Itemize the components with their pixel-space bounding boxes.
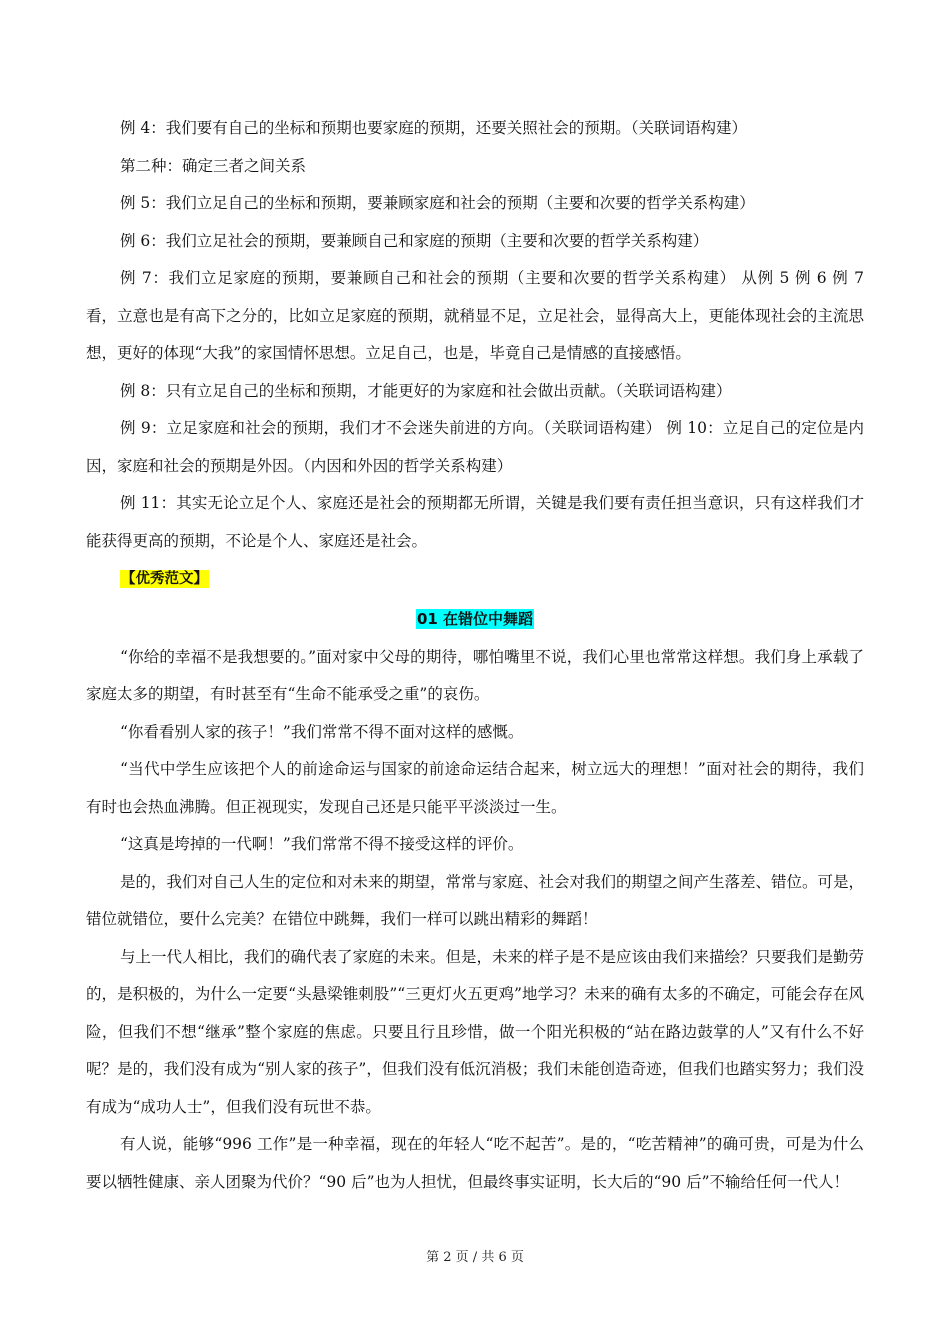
section-label-line	[86, 560, 864, 599]
essay-paragraph: 与上一代人相比，我们的确代表了家庭的未来。但是，未来的样子是不是应该由我们来描绘？只要我们是勤劳的，是积极的，为什么一定要“头悬梁锥刺股”“三更灯火五更鸡”地学习？未来的确有太多的不确定，可能会存在风险，但我们不想“继承”整个家庭的焦虑。只要且行且珍惜，做一个阳光积极的“站在路边鼓掌的人”又有什么不好呢？是的，我们没有成为“别人家的孩子”，但我们没有低沉消极；我们未能创造奇迹，但我们也踏实努力；我们没有成为“成功人士”，但我们没有玩世不恭。	[86, 947, 865, 1116]
second-method-heading: 第二种：确定三者之间关系	[120, 156, 307, 175]
example-11: 例 11：其实无论立足个人、家庭还是社会的预期都无所谓，关键是我们要有责任担当意识，只有这样我们才能获得更高的预期，不论是个人、家庭还是社会。	[86, 494, 864, 550]
page-footer: 第 2 页 / 共 6 页	[426, 1250, 524, 1265]
essay-paragraph: “当代中学生应该把个人的前途命运与国家的前途命运结合起来，树立远大的理想！”面对社会的期待，我们有时也会热血沸腾。但正视现实，发现自己还是只能平平淡淡过一生。	[86, 760, 864, 816]
essay-body	[86, 639, 864, 1202]
essay-paragraph: 是的，我们对自己人生的定位和对未来的期望，常常与家庭、社会对我们的期望之间产生落差、错位。可是，错位就错位，要什么完美？在错位中跳舞，我们一样可以跳出精彩的舞蹈！	[86, 872, 865, 928]
essay-paragraph: “这真是垮掉的一代啊！”我们常常不得不接受这样的评价。	[120, 835, 524, 853]
example-9-10: 例 9：立足家庭和社会的预期，我们才不会迷失前进的方向。（关联词语构建） 例 10：立足自己的定位是内因，家庭和社会的预期是外因。（内因和外因的哲学关系构建）	[86, 419, 864, 475]
essay-title: 01 在错位中舞蹈	[416, 609, 534, 628]
essay-title-line	[86, 599, 864, 639]
example-5: 例 5：我们立足自己的坐标和预期，要兼顾家庭和社会的预期（主要和次要的哲学关系构建）	[120, 194, 755, 212]
example-6: 例 6：我们立足社会的预期，要兼顾自己和家庭的预期（主要和次要的哲学关系构建）	[120, 231, 709, 250]
essay-paragraph: “你看看别人家的孩子！”我们常常不得不面对这样的感慨。	[120, 722, 524, 741]
section-label: 【优秀范文】	[121, 571, 208, 587]
example-8: 例 8：只有立足自己的坐标和预期，才能更好的为家庭和社会做出贡献。（关联词语构建）	[120, 381, 732, 400]
example-4: 例 4：我们要有自己的坐标和预期也要家庭的预期，还要关照社会的预期。（关联词语构建）	[120, 119, 748, 137]
example-7: 例 7：我们立足家庭的预期，要兼顾自己和社会的预期（主要和次要的哲学关系构建） 从例 5 例 6 例 7 看，立意也是有高下之分的，比如立足家庭的预期，就稍显不足，立足社会，显得高大上，更能体现社会的主流思想，更好的体现“大我”的家国情怀思想。立足自己，也是，毕竟自己是情感的直接感悟。	[86, 269, 864, 362]
essay-paragraph: “你给的幸福不是我想要的。”面对家中父母的期待，哪怕嘴里不说，我们心里也常常这样想。我们身上承载了家庭太多的期望，有时甚至有“生命不能承受之重”的哀伤。	[86, 647, 864, 703]
page-content	[86, 110, 864, 1201]
essay-paragraph: 有人说，能够“996 工作”是一种幸福，现在的年轻人“吃不起苦”。是的，“吃苦精神”的确可贵，可是为什么要以牺牲健康、亲人团聚为代价？“90 后”也为人担忧，但最终事实证明，长大后的“90 后”不输给任何一代人！	[86, 1135, 864, 1191]
